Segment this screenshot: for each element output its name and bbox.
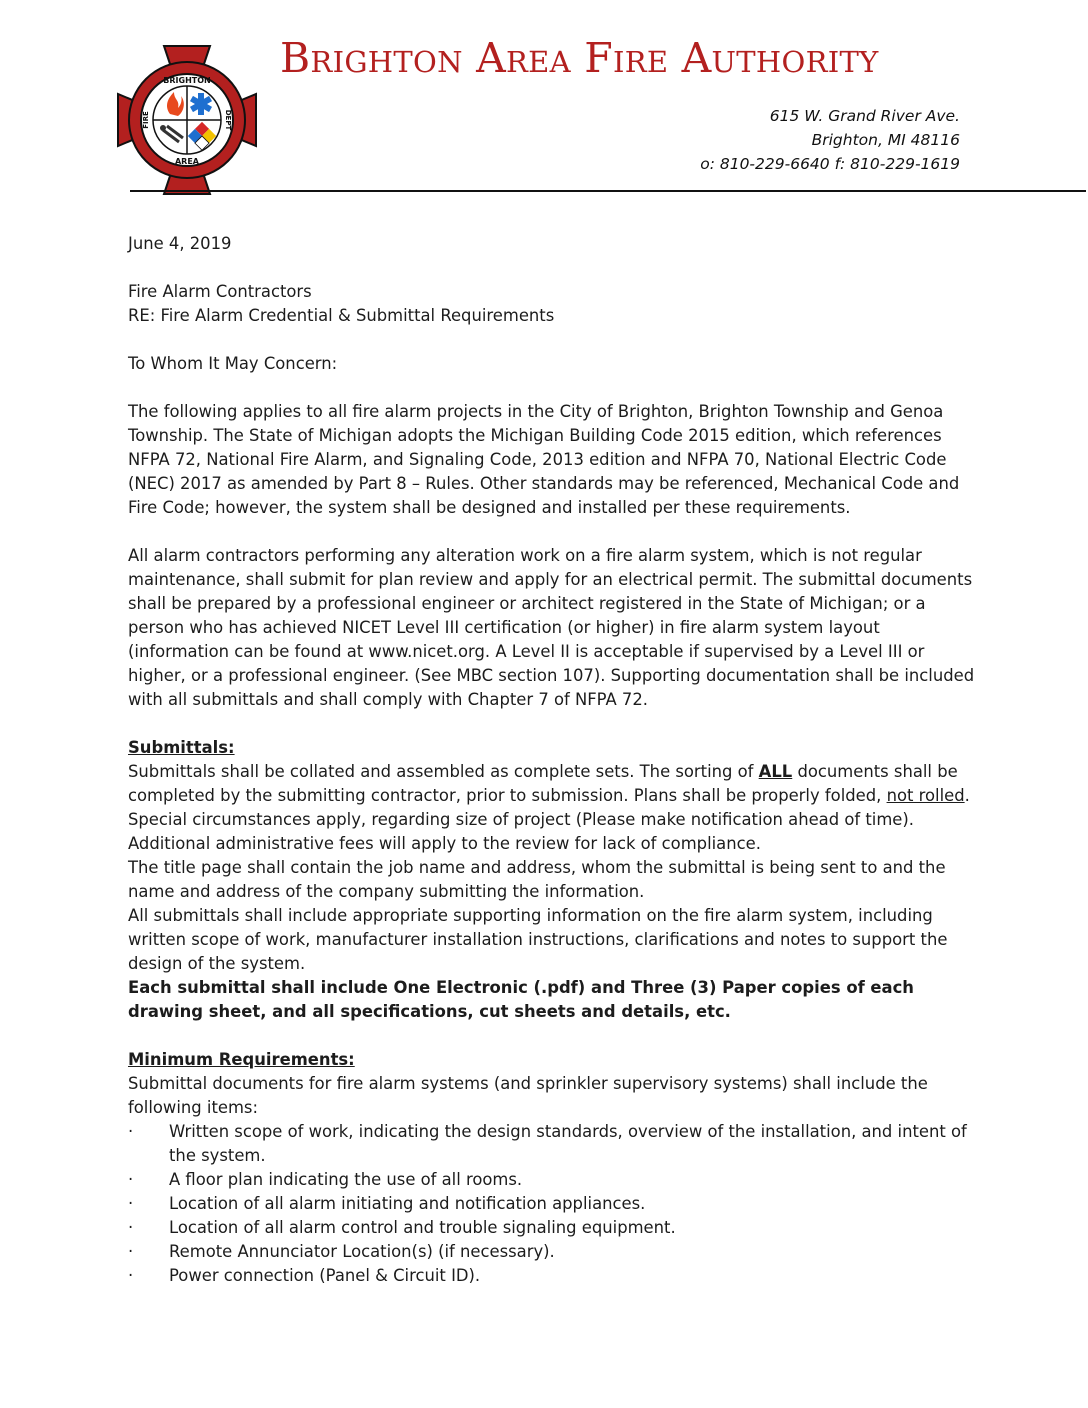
contractor-paragraph: All alarm contractors performing any alteration work on a fire alarm system, which is not regular maintenance, shall submit for plan review and apply for an electrical permit. The submittal documents shall be prepared by a professional engineer or architect registered in the State of Michigan; or a person who has achieved NICET Level III certification (or higher) in fire alarm system layout (information can be found at www.nicet.org. A Level II is acceptable if supervised by a Level III or higher, or a professional engineer. (See MBC section 107). Supporting documentation shall be included with all submittals and shall comply with Chapter 7 of NFPA 72. [128,546,975,709]
submittals-paragraph-3: All submittals shall include appropriate supporting information on the fire alarm system, including written scope of work, manufacturer installation instructions, clarifications and notes to support the design of the system. [128,906,948,973]
letter-subject: RE: Fire Alarm Credential & Submittal Requirements [128,306,555,325]
address-street: 615 W. Grand River Ave. [769,107,960,125]
submittals-copies-requirement: Each submittal shall include One Electronic (.pdf) and Three (3) Paper copies of each drawing sheet, and all specifications, cut sheets and details, etc. [128,978,914,1021]
list-item: · Power connection (Panel & Circuit ID). [128,1266,481,1285]
list-item: · A floor plan indicating the use of all rooms. [128,1170,523,1189]
minimum-requirements-heading: Minimum Requirements: [128,1050,355,1069]
list-item: · Written scope of work, indicating the design standards, overview of the installation, and intent of the system. [128,1122,967,1165]
list-item: · Remote Annunciator Location(s) (if necessary). [128,1242,555,1261]
intro-paragraph: The following applies to all fire alarm projects in the City of Brighton, Brighton Township and Genoa Township. The State of Michigan adopts the Michigan Building Code 2015 edition, which references NFPA 72, National Fire Alarm, and Signaling Code, 2013 edition and NFPA 70, National Electric Code (NEC) 2017 as amended by Part 8 – Rules. Other standards may be referenced, Mechanical Code and Fire Code; however, the system shall be designed and installed per these requirements. [128,402,960,517]
logo-top-text: BRIGHTON [163,76,211,85]
emphasis-all: ALL [758,762,793,781]
address-city: Brighton, MI 48116 [811,131,960,149]
organization-address [700,104,960,176]
emphasis-not-rolled: not rolled [886,786,965,805]
logo-bottom-text: AREA [174,157,200,166]
letter-date: June 4, 2019 [128,234,232,253]
logo-right-text: DEPT [224,109,232,131]
list-item: · Location of all alarm control and trouble signaling equipment. [128,1218,676,1237]
list-item: · Location of all alarm initiating and notification appliances. [128,1194,646,1213]
submittals-paragraph-1: Submittals shall be collated and assembled as complete sets. The sorting of ALL documents shall be completed by the submitting contractor, prior to submission. Plans shall be properly folded, not rolled. Special circumstances apply, regarding size of project (Please make notification ahead of time). Additional administrative fees will apply to the review for lack of compliance. [128,762,970,853]
fire-department-logo [112,40,262,200]
organization-name: Brighton Area Fire Authority [280,34,879,82]
minimum-requirements-intro: Submittal documents for fire alarm systems (and sprinkler supervisory systems) shall include the following items: [128,1074,928,1117]
requirements-list [128,1120,978,1288]
letter-body [128,232,978,1288]
phone-numbers: o: 810-229-6640 f: 810-229-1619 [700,155,960,173]
letter-recipient: Fire Alarm Contractors [128,282,312,301]
letter-salutation: To Whom It May Concern: [128,354,338,373]
logo-left-text: FIRE [142,111,150,129]
header-divider [130,190,1086,192]
submittals-heading: Submittals: [128,738,235,757]
submittals-paragraph-2: The title page shall contain the job name and address, whom the submittal is being sent to and the name and address of the company submitting the information. [128,858,946,901]
